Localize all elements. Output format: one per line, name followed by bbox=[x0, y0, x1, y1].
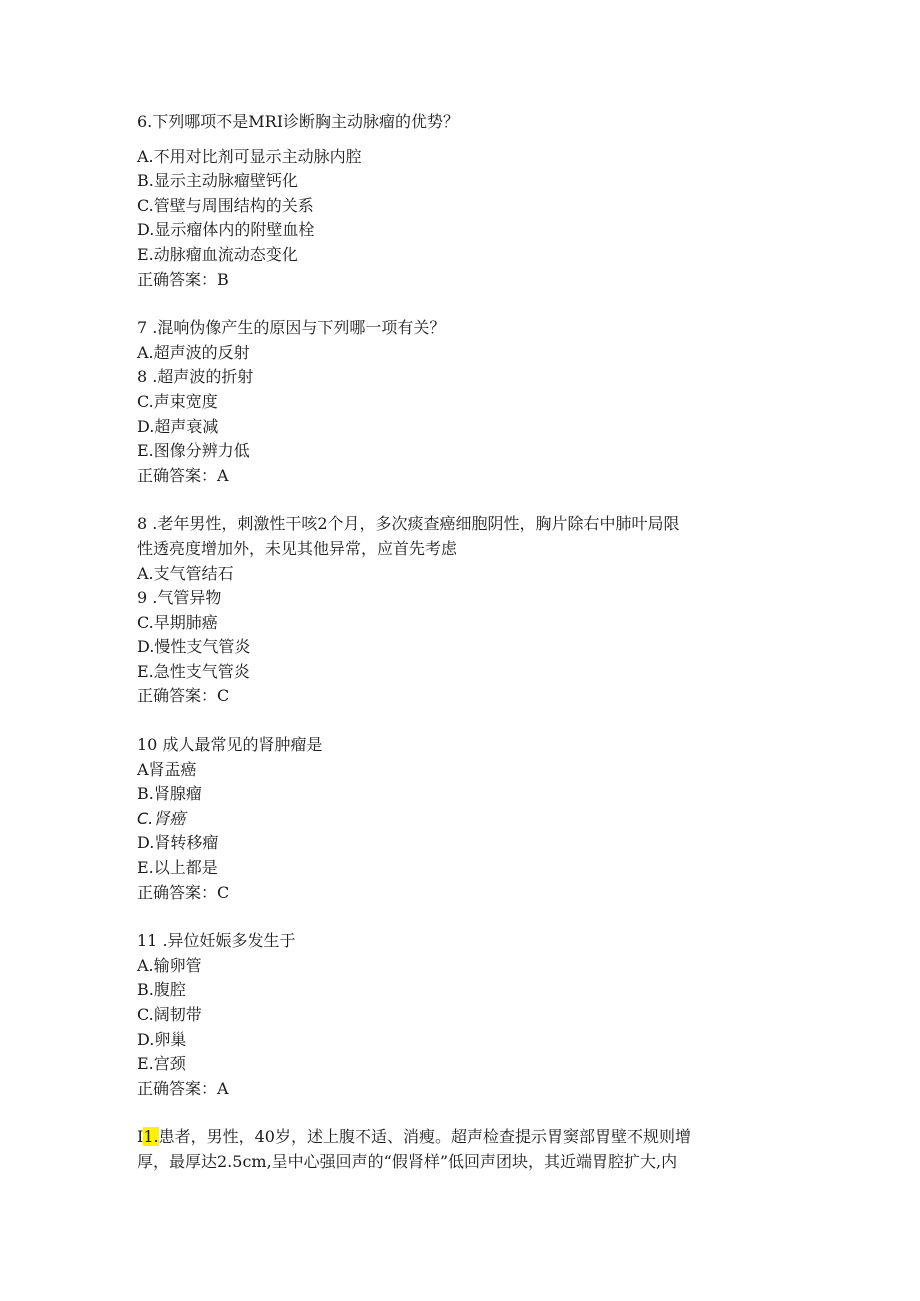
question-8 bbox=[137, 512, 787, 709]
option-d: D.卵巢 bbox=[137, 1029, 187, 1049]
option-b: B.腹腔 bbox=[137, 980, 186, 1000]
option-d: D.显示瘤体内的附壁血栓 bbox=[137, 220, 315, 240]
option-b: B.肾腺瘤 bbox=[137, 784, 202, 804]
question-11b bbox=[137, 1125, 787, 1174]
option-d: D.慢性支气管炎 bbox=[137, 637, 251, 657]
question-stem-line-1 bbox=[137, 1125, 787, 1150]
question-11 bbox=[137, 929, 787, 1101]
option-e: E.图像分辨力低 bbox=[137, 441, 250, 461]
option-e: E.动脉瘤血流动态变化 bbox=[137, 244, 298, 264]
option-e: E.以上都是 bbox=[137, 858, 218, 878]
option-a: A肾盂癌 bbox=[137, 759, 197, 779]
highlighted-number: 1. bbox=[143, 1127, 159, 1147]
option-d: D.肾转移瘤 bbox=[137, 833, 219, 853]
option-c: C.声束宽度 bbox=[137, 391, 218, 411]
question-stem: 7 .混响伪像产生的原因与下列哪一项有关？ bbox=[137, 318, 446, 338]
question-stem: 11 .异位妊娠多发生于 bbox=[137, 931, 296, 951]
option-c: C.阔韧带 bbox=[137, 1005, 202, 1024]
document-page bbox=[137, 110, 787, 1199]
stem-text: 患者，男性，40岁，述上腹不适、消瘦。超声检查提示胃窦部胃壁不规则增 bbox=[158, 1127, 691, 1147]
option-b: B.显示主动脉瘤壁钙化 bbox=[137, 171, 298, 191]
option-c: C.早期肺癌 bbox=[137, 612, 218, 632]
option-c: C.肾癌 bbox=[137, 808, 186, 828]
option-a: A.输卵管 bbox=[137, 955, 202, 975]
correct-answer: 正确答案：A bbox=[137, 465, 229, 485]
option-b: 9 .气管异物 bbox=[137, 588, 222, 608]
option-b: 8 .超声波的折射 bbox=[137, 367, 254, 387]
question-7 bbox=[137, 316, 787, 488]
correct-answer: 正确答案：B bbox=[137, 269, 229, 289]
option-e: E.急性支气管炎 bbox=[137, 661, 250, 681]
correct-answer: 正确答案：C bbox=[137, 686, 230, 706]
question-stem-line-1: 8 .老年男性，刺激性干咳2个月，多次痰查癌细胞阴性，胸片除右中肺叶局限 bbox=[137, 514, 680, 534]
option-a: A.超声波的反射 bbox=[137, 342, 250, 362]
stem-prefix: I bbox=[137, 1127, 144, 1147]
option-d: D.超声衰减 bbox=[137, 416, 219, 436]
correct-answer: 正确答案：A bbox=[137, 1078, 229, 1098]
question-stem: 6.下列哪项不是MRI诊断胸主动脉瘤的优势？ bbox=[137, 112, 460, 131]
question-stem-line-2: 性透亮度增加外，未见其他异常，应首先考虑 bbox=[137, 538, 458, 558]
option-a: A.支气管结石 bbox=[137, 563, 234, 583]
option-a: A.不用对比剂可显示主动脉内腔 bbox=[137, 146, 362, 166]
correct-answer: 正确答案：C bbox=[137, 882, 230, 902]
question-stem: 10 成人最常见的肾肿瘤是 bbox=[137, 735, 323, 755]
option-e: E.宫颈 bbox=[137, 1054, 186, 1074]
option-c: C.管壁与周围结构的关系 bbox=[137, 195, 314, 215]
question-10 bbox=[137, 733, 787, 905]
question-stem-line-2: 厚，最厚达2.5cm,呈中心强回声的“假肾样”低回声团块，其近端胃腔扩大,内 bbox=[137, 1151, 678, 1171]
question-6 bbox=[137, 110, 787, 292]
